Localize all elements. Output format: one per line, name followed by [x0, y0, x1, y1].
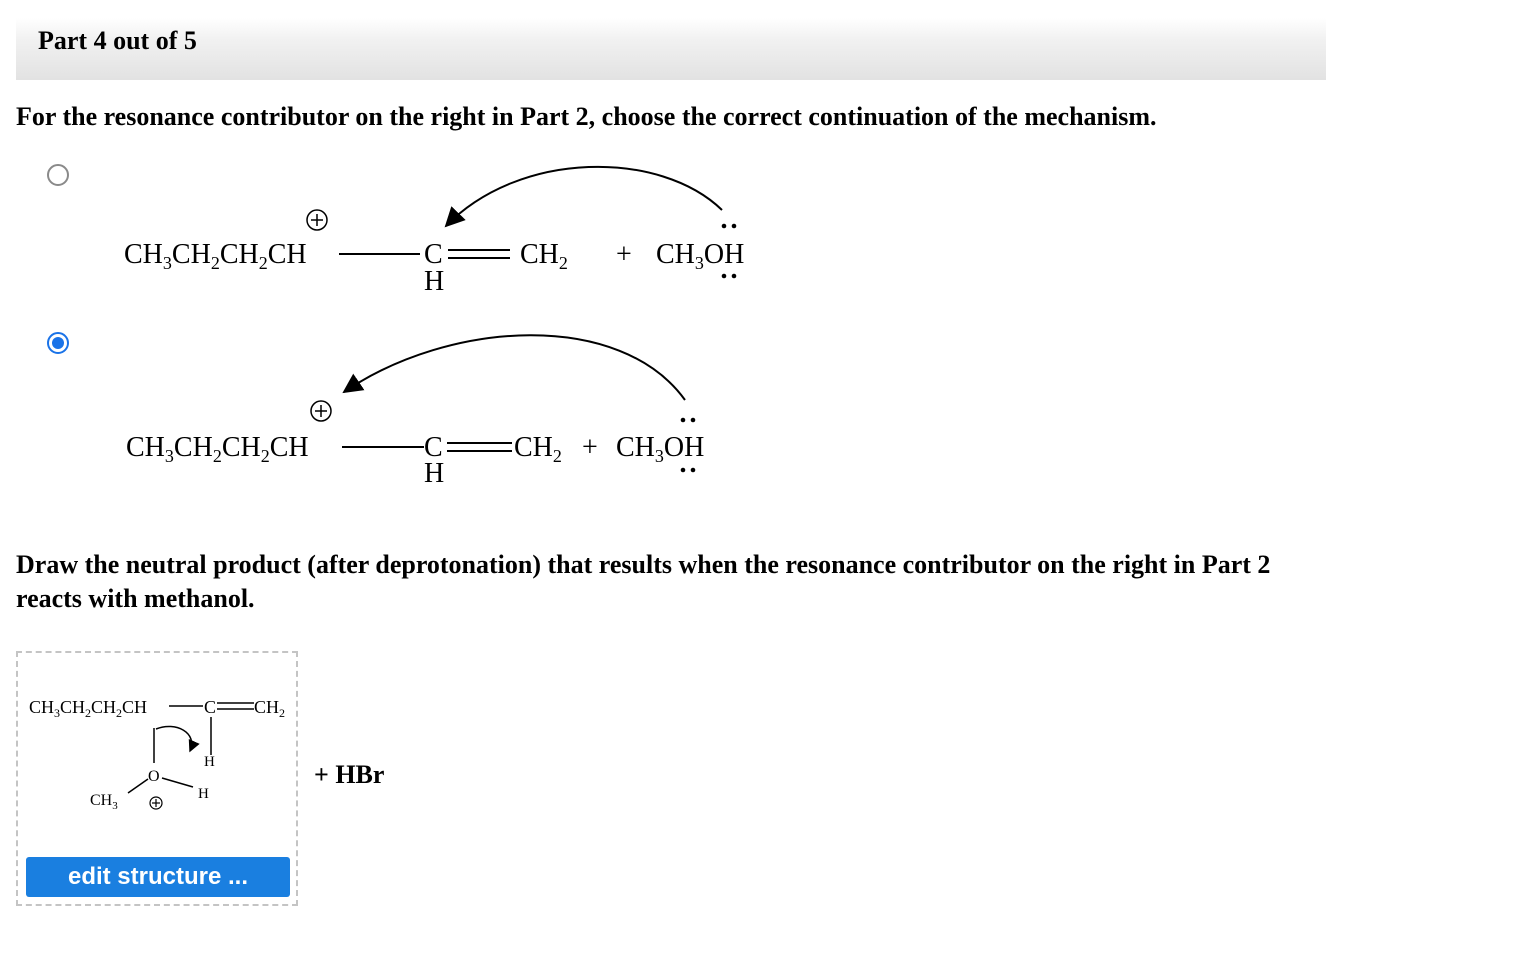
drawing-terminal-label: $CH_2$ — [254, 697, 286, 720]
drawing-h-top: H — [204, 754, 215, 770]
drawing-curved-arrow — [156, 726, 192, 751]
drawing-carbon-label: C — [204, 697, 217, 717]
drawing-oxygen-label: O — [148, 768, 160, 785]
plus-sign: + — [616, 239, 632, 270]
option-2-mechanism — [0, 320, 800, 490]
part-title: Part 4 out of 5 — [38, 26, 197, 55]
hydrogen-label: H — [424, 266, 445, 297]
reagent-label: $CH_3OH$ — [656, 239, 745, 273]
terminal-label: $CH_2$ — [520, 239, 568, 273]
reagent-label: $CH_3OH$ — [616, 432, 705, 466]
chain-label: $CH_3CH_2CH_2CH$ — [124, 239, 307, 273]
question-text: For the resonance contributor on the right in Part 2, choose the correct continuation of the mechanism. — [16, 102, 1157, 131]
curved-arrow — [344, 335, 685, 400]
curved-arrow — [446, 167, 722, 226]
drawing-h-bottom: H — [198, 786, 209, 802]
chain-label: $CH_3CH_2CH_2CH$ — [126, 432, 309, 466]
drawing-chain-label: $CH_3CH_2CH_2CH$ — [29, 697, 148, 720]
edit-structure-button[interactable]: edit structure ... — [26, 857, 290, 897]
carbon-label: C — [424, 239, 443, 270]
terminal-label: $CH_2$ — [514, 432, 562, 466]
carbon-label: C — [424, 432, 443, 463]
drawing-methyl-label: $CH_3$ — [90, 792, 118, 812]
draw-instruction: Draw the neutral product (after deprotonation) that results when the resonance contributor on the right in Part 2 reacts with methanol. — [16, 550, 1271, 613]
plus-sign: + — [582, 432, 598, 463]
byproduct-text: + HBr — [314, 760, 385, 789]
part-header — [16, 18, 1326, 80]
option-1-mechanism — [0, 150, 800, 300]
hydrogen-label: H — [424, 458, 445, 489]
